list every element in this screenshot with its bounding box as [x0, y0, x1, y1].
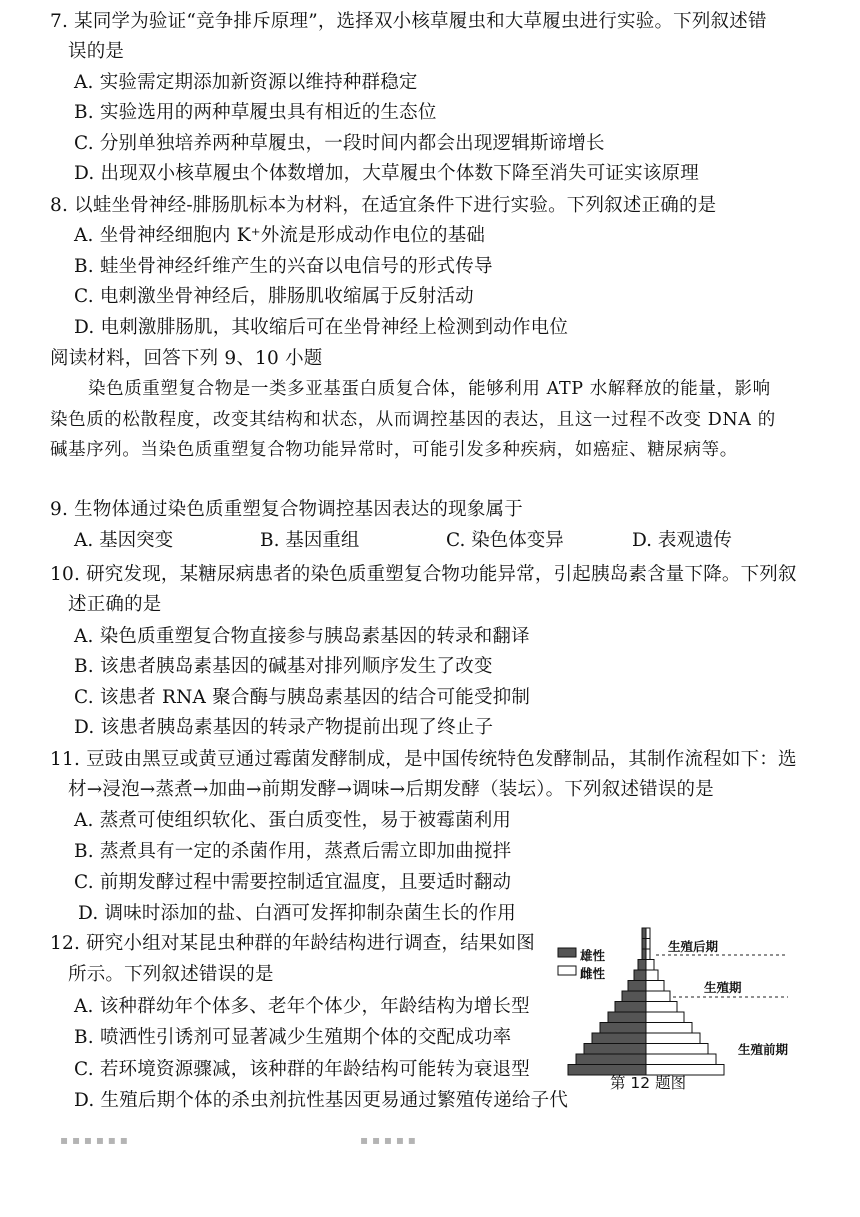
q7-option-a: A. 实验需定期添加新资源以维持种群稳定	[74, 72, 418, 93]
pyramid-bar-male	[615, 1002, 646, 1013]
pyramid-bar-female	[646, 991, 670, 1002]
q7-option-c: C. 分别单独培养两种草履虫，一段时间内都会出现逻辑斯谛增长	[74, 133, 605, 154]
q9-option-c: C. 染色体变异	[446, 530, 564, 551]
q12-option-d: D. 生殖后期个体的杀虫剂抗性基因更易通过繁殖传递给子代	[74, 1090, 569, 1111]
q10-option-c: C. 该患者 RNA 聚合酶与胰岛素基因的结合可能受抑制	[74, 687, 531, 708]
pyramid-bar-male	[576, 1054, 646, 1065]
reading-paragraph-line2: 染色质的松散程度，改变其结构和状态，从而调控基因的表达，且这一过程不改变 DNA 的	[50, 410, 776, 430]
pyramid-bar-male	[600, 1023, 646, 1034]
pyramid-bar-male	[608, 1012, 646, 1023]
q11-option-b: B. 蒸煮具有一定的杀菌作用，蒸煮后需立即加曲搅拌	[74, 841, 512, 862]
pyramid-bar-male	[584, 1044, 646, 1055]
figure-caption: 第 12 题图	[610, 1074, 687, 1092]
pyramid-bar-male	[634, 970, 646, 981]
footer-remnant-right: ▪ ▪ ▪ ▪ ▪	[360, 1133, 416, 1147]
stage-label-reproductive: 生殖期	[704, 980, 742, 995]
legend-male-label: 雄性	[580, 948, 606, 963]
q8-option-c: C. 电刺激坐骨神经后，腓肠肌收缩属于反射活动	[74, 286, 474, 307]
pyramid-bar-female	[646, 1023, 692, 1034]
q7-stem-line1: 7. 某同学为验证“竞争排斥原理”，选择双小核草履虫和大草履虫进行实验。下列叙述错	[50, 11, 767, 32]
pyramid-bar-female	[646, 1054, 716, 1065]
pyramid-bar-female	[646, 1002, 677, 1013]
q12-option-b: B. 喷洒性引诱剂可显著减少生殖期个体的交配成功率	[74, 1027, 512, 1048]
q7-option-d: D. 出现双小核草履虫个体数增加，大草履虫个体数下降至消失可证实该原理	[74, 163, 699, 184]
stage-label-pre-reproductive: 生殖前期	[738, 1042, 789, 1057]
q12-stem-line2: 所示。下列叙述错误的是	[68, 964, 274, 985]
q10-stem-line2: 述正确的是	[68, 594, 162, 615]
q9-stem-line1: 9. 生物体通过染色质重塑复合物调控基因表达的现象属于	[50, 499, 523, 520]
q7-option-b: B. 实验选用的两种草履虫具有相近的生态位	[74, 102, 437, 123]
legend-male-swatch	[558, 948, 576, 957]
pyramid-bar-male	[642, 928, 646, 939]
q10-option-d: D. 该患者胰岛素基因的转录产物提前出现了终止子	[74, 717, 494, 738]
q12-option-a: A. 该种群幼年个体多、老年个体少，年龄结构为增长型	[74, 996, 530, 1017]
pyramid-bar-female	[646, 949, 650, 960]
pyramid-bar-female	[646, 981, 664, 992]
pyramid-bar-male	[642, 939, 646, 950]
pyramid-bar-female	[646, 1044, 708, 1055]
age-pyramid-figure	[548, 918, 848, 1096]
q8-option-d: D. 电刺激腓肠肌，其收缩后可在坐骨神经上检测到动作电位	[74, 317, 569, 338]
pyramid-bar-male	[592, 1033, 646, 1044]
pyramid-bar-female	[646, 1012, 684, 1023]
pyramid-bar-female	[646, 960, 654, 971]
pyramid-bar-female	[646, 939, 650, 950]
q8-stem-line1: 8. 以蛙坐骨神经-腓肠肌标本为材料，在适宜条件下进行实验。下列叙述正确的是	[50, 195, 717, 216]
reading-intro: 阅读材料，回答下列 9、10 小题	[50, 348, 323, 369]
pyramid-bar-male	[628, 981, 646, 992]
q10-option-a: A. 染色质重塑复合物直接参与胰岛素基因的转录和翻译	[74, 626, 530, 647]
q9-option-d: D. 表观遗传	[632, 530, 732, 551]
q12-stem-line1: 12. 研究小组对某昆虫种群的年龄结构进行调查，结果如图	[50, 933, 535, 954]
q12-option-c: C. 若环境资源骤减，该种群的年龄结构可能转为衰退型	[74, 1059, 530, 1080]
reading-paragraph-line1: 染色质重塑复合物是一类多亚基蛋白质复合体，能够利用 ATP 水解释放的能量，影响	[88, 379, 771, 399]
stage-label-post-reproductive: 生殖后期	[668, 939, 719, 954]
q7-stem-line2: 误的是	[68, 41, 125, 62]
q9-option-a: A. 基因突变	[74, 530, 174, 551]
q10-option-b: B. 该患者胰岛素基因的碱基对排列顺序发生了改变	[74, 656, 493, 677]
q11-option-a: A. 蒸煮可使组织软化、蛋白质变性，易于被霉菌利用	[74, 810, 512, 831]
q8-option-a: A. 坐骨神经细胞内 K⁺外流是形成动作电位的基础	[74, 225, 486, 246]
pyramid-bar-female	[646, 970, 658, 981]
reading-paragraph-line3: 碱基序列。当染色质重塑复合物功能异常时，可能引发多种疾病，如癌症、糖尿病等。	[50, 440, 738, 460]
q9-option-b: B. 基因重组	[260, 530, 360, 551]
pyramid-bar-female	[646, 1033, 700, 1044]
pyramid-bar-male	[638, 960, 646, 971]
q8-option-b: B. 蛙坐骨神经纤维产生的兴奋以电信号的形式传导	[74, 256, 493, 277]
q11-stem-line2: 材→浸泡→蒸煮→加曲→前期发酵→调味→后期发酵（装坛）。下列叙述错误的是	[68, 779, 714, 800]
q11-stem-line1: 11. 豆豉由黑豆或黄豆通过霉菌发酵制成，是中国传统特色发酵制品，其制作流程如下：选	[50, 749, 797, 770]
q11-option-c: C. 前期发酵过程中需要控制适宜温度，且要适时翻动	[74, 872, 512, 893]
q11-option-d: D. 调味时添加的盐、白酒可发挥抑制杂菌生长的作用	[78, 903, 516, 924]
legend-female-swatch	[558, 966, 576, 975]
footer-remnant-left: ▪ ▪ ▪ ▪ ▪ ▪	[60, 1133, 128, 1147]
q10-stem-line1: 10. 研究发现，某糖尿病患者的染色质重塑复合物功能异常，引起胰岛素含量下降。下列叙	[50, 564, 797, 585]
pyramid-bar-male	[622, 991, 646, 1002]
pyramid-bar-male	[642, 949, 646, 960]
pyramid-bar-female	[646, 928, 650, 939]
legend-female-label: 雌性	[580, 966, 606, 981]
